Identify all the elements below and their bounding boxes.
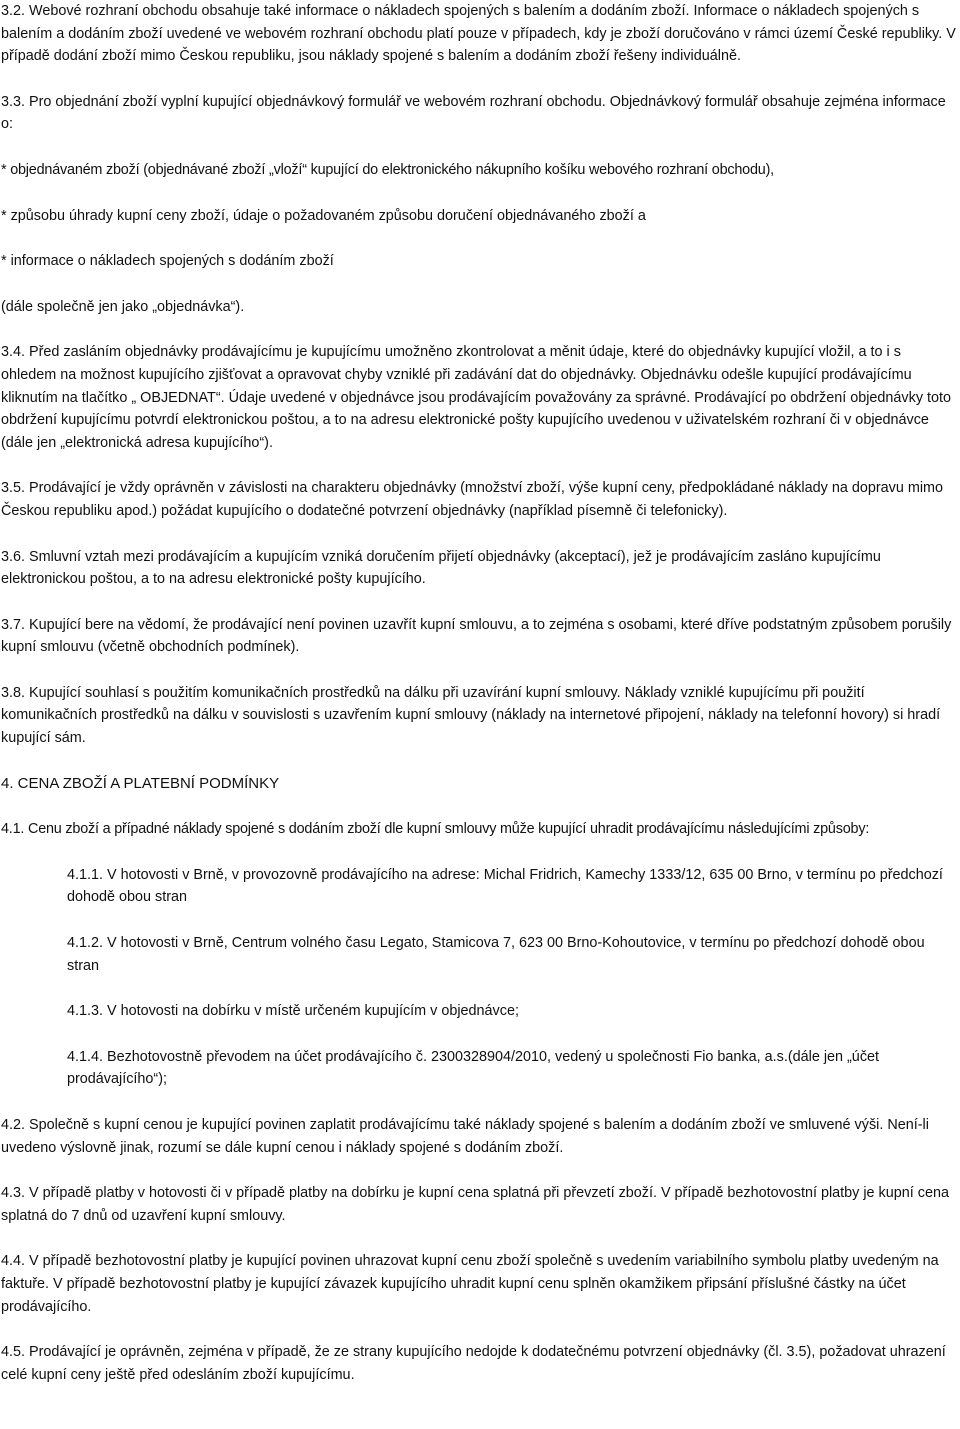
- paragraph-4-1-1: 4.1.1. V hotovosti v Brně, v provozovně prodávajícího na adrese: Michal Fridrich, Kamechy 1333/12, 635 00 Brno, v termínu po předchozí dohodě obou stran: [67, 866, 943, 906]
- paragraph-4-4: 4.4. V případě bezhotovostní platby je kupující povinen uhrazovat kupní cenu zboží společně s uvedením variabilního symbolu platby uvedeným na faktuře. V případě bezhotovostní platby je kupující závazek kupujícího uhradit kupní cenu splněn okamžikem připsání příslušné částky na účet prodávajícího.: [1, 1253, 939, 1315]
- paragraph-3-2: 3.2. Webové rozhraní obchodu obsahuje také informace o nákladech spojených s balením a dodáním zboží. Informace o nákladech spojených s balením a dodáním zboží uvedené ve webovém rozhraní obchodu platí pouze v případech, kdy je zboží doručováno v rámci území České republiky. V případě dodání zboží mimo Českou republiku, jsou náklady spojené s balením a dodáním zboží řešeny individuálně.: [1, 3, 956, 65]
- paragraph-4-3: 4.3. V případě platby v hotovosti či v případě platby na dobírku je kupní cena splatná při převzetí zboží. V případě bezhotovostní platby je kupní cena splatná do 7 dnů od uzavření kupní smlouvy.: [1, 1185, 949, 1224]
- paragraph-3-3-definition: (dále společně jen jako „objednávka“).: [1, 298, 245, 315]
- paragraph-3-7: 3.7. Kupující bere na vědomí, že prodávající není povinen uzavřít kupní smlouvu, a to zejména s osobami, které dříve podstatným způsobem porušily kupní smlouvu (včetně obchodních podmínek).: [1, 616, 952, 656]
- paragraph-4-1: 4.1. Cenu zboží a případné náklady spojené s dodáním zboží dle kupní smlouvy může kupující uhradit prodávajícímu následujícími způsoby:: [1, 821, 870, 838]
- paragraph-3-5: 3.5. Prodávající je vždy oprávněn v závislosti na charakteru objednávky (množství zboží, výše kupní ceny, předpokládané náklady na dopravu mimo Českou republiku apod.) požádat kupujícího o dodatečné potvrzení objednávky (například písemně či telefonicky).: [1, 480, 944, 519]
- list-item-ordered-goods: * objednávaném zboží (objednávané zboží „vloží“ kupující do elektronického nákupního košíku webového rozhraní obchodu),: [1, 161, 774, 178]
- paragraph-3-3: 3.3. Pro objednání zboží vyplní kupující objednávkový formulář ve webovém rozhraní obchodu. Objednávkový formulář obsahuje zejména informace o:: [1, 93, 946, 133]
- paragraph-4-1-3: 4.1.3. V hotovosti na dobírku v místě určeném kupujícím v objednávce;: [67, 1003, 519, 1020]
- paragraph-4-2: 4.2. Společně s kupní cenou je kupující povinen zaplatit prodávajícímu také náklady spojené s balením a dodáním zboží ve smluvené výši. Není-li uvedeno výslovně jinak, rozumí se dále kupní cenou i náklady spojené s dodáním zboží.: [1, 1117, 929, 1156]
- paragraph-3-6: 3.6. Smluvní vztah mezi prodávajícím a kupujícím vzniká doručením přijetí objednávky (akceptací), jež je prodávajícím zasláno kupujícímu elektronickou poštou, a to na adresu elektronické pošty kupujícího.: [1, 548, 881, 588]
- paragraph-3-8: 3.8. Kupující souhlasí s použitím komunikačních prostředků na dálku při uzavírání kupní smlouvy. Náklady vzniklé kupujícímu při použití komunikačních prostředků na dálku v souvislosti s uzavřením kupní smlouvy (náklady na internetové připojení, náklady na telefonní hovory) si hradí kupující sám.: [1, 684, 941, 747]
- list-item-payment-method: * způsobu úhrady kupní ceny zboží, údaje o požadovaném způsobu doručení objednávaného zboží a: [1, 207, 646, 224]
- section-heading-price-and-payment: 4. CENA ZBOŽÍ A PLATEBNÍ PODMÍNKY: [1, 774, 280, 792]
- paragraph-4-1-2: 4.1.2. V hotovosti v Brně, Centrum volného času Legato, Stamicova 7, 623 00 Brno-Kohoutovice, v termínu po předchozí dohodě obou stran: [67, 935, 925, 974]
- paragraph-3-4: 3.4. Před zasláním objednávky prodávajícímu je kupujícímu umožněno zkontrolovat a měnit údaje, které do objednávky kupující vložil, a to i s ohledem na možnost kupujícího zjišťovat a opravovat chyby vzniklé při zadávání dat do objednávky. Objednávku odešle kupující prodávajícímu kliknutím na tlačítko „ OBJEDNAT“. Údaje uvedené v objednávce jsou prodávajícím považovány za správné. Prodávající po obdržení objednávky toto obdržení kupujícímu potvrdí elektronickou poštou, a to na adresu elektronické pošty kupujícího uvedenou v uživatelském rozhraní či v objednávce (dále jen „elektronická adresa kupujícího“).: [1, 344, 952, 451]
- paragraph-4-1-4: 4.1.4. Bezhotovostně převodem na účet prodávajícího č. 2300328904/2010, vedený u společnosti Fio banka, a.s.(dále jen „účet prodávajícího“);: [67, 1048, 880, 1088]
- list-item-delivery-costs: * informace o nákladech spojených s dodáním zboží: [1, 253, 334, 270]
- paragraph-4-5: 4.5. Prodávající je oprávněn, zejména v případě, že ze strany kupujícího nedojde k dodatečnému potvrzení objednávky (čl. 3.5), požadovat uhrazení celé kupní ceny ještě před odesláním zboží kupujícímu.: [1, 1344, 946, 1383]
